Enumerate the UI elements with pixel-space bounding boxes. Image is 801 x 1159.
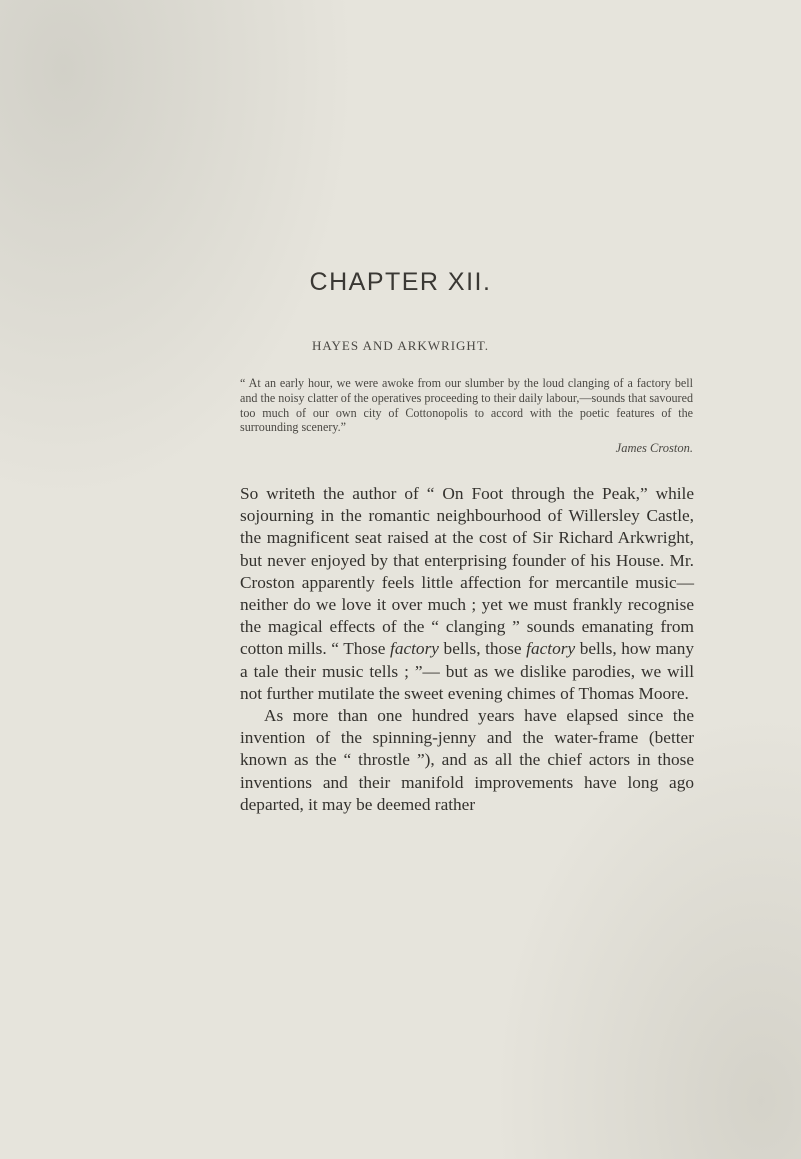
paragraph-2: As more than one hundred years have elapsed since the invention of the spinning-jenny and the water-frame (better known as the “ throstle ”), and as all the chief actors in those inventions and their manifold improvements have long ago departed, it may be deemed rather <box>240 706 694 814</box>
italic-factory-2: factory <box>526 639 576 659</box>
paragraph-1-part-a: So writeth the author of “ On Foot through the Peak,” while sojourning in the romantic neighbourhood of Willersley Castle, the magnificent seat raised at the cost of Sir Richard Arkwright, but never enjoyed by that enterprising founder of his House. Mr. Croston apparently feels little affection for mercantile music— neither do we love it over much ; yet we must frankly recognise the magical effects of the “ clanging ” sounds emanating from cotton mills. “ Those <box>240 484 694 659</box>
epigraph-quote: “ At an early hour, we were awoke from our slumber by the loud clanging of a factory bell and the noisy clatter of the operatives proceeding to their daily labour,—sounds that savoured too much of our own city of Cottonopolis to accord with the poetic features of the surrounding scenery.” <box>240 376 693 435</box>
italic-factory-1: factory <box>390 639 439 659</box>
chapter-subtitle: HAYES AND ARKWRIGHT. <box>311 338 490 353</box>
paragraph-1-part-c: bells, how many a tale their music tells ; ”— but as we dislike parodies, we will not further mutilate the sweet evening chimes of Thomas Moore. <box>240 639 694 703</box>
paragraph-1 <box>240 483 694 705</box>
epigraph-attribution: James Croston. <box>615 441 693 455</box>
paragraph-1-part-b: bells, those <box>438 639 527 659</box>
chapter-title: CHAPTER XII. <box>309 268 492 296</box>
body-text <box>240 483 694 816</box>
